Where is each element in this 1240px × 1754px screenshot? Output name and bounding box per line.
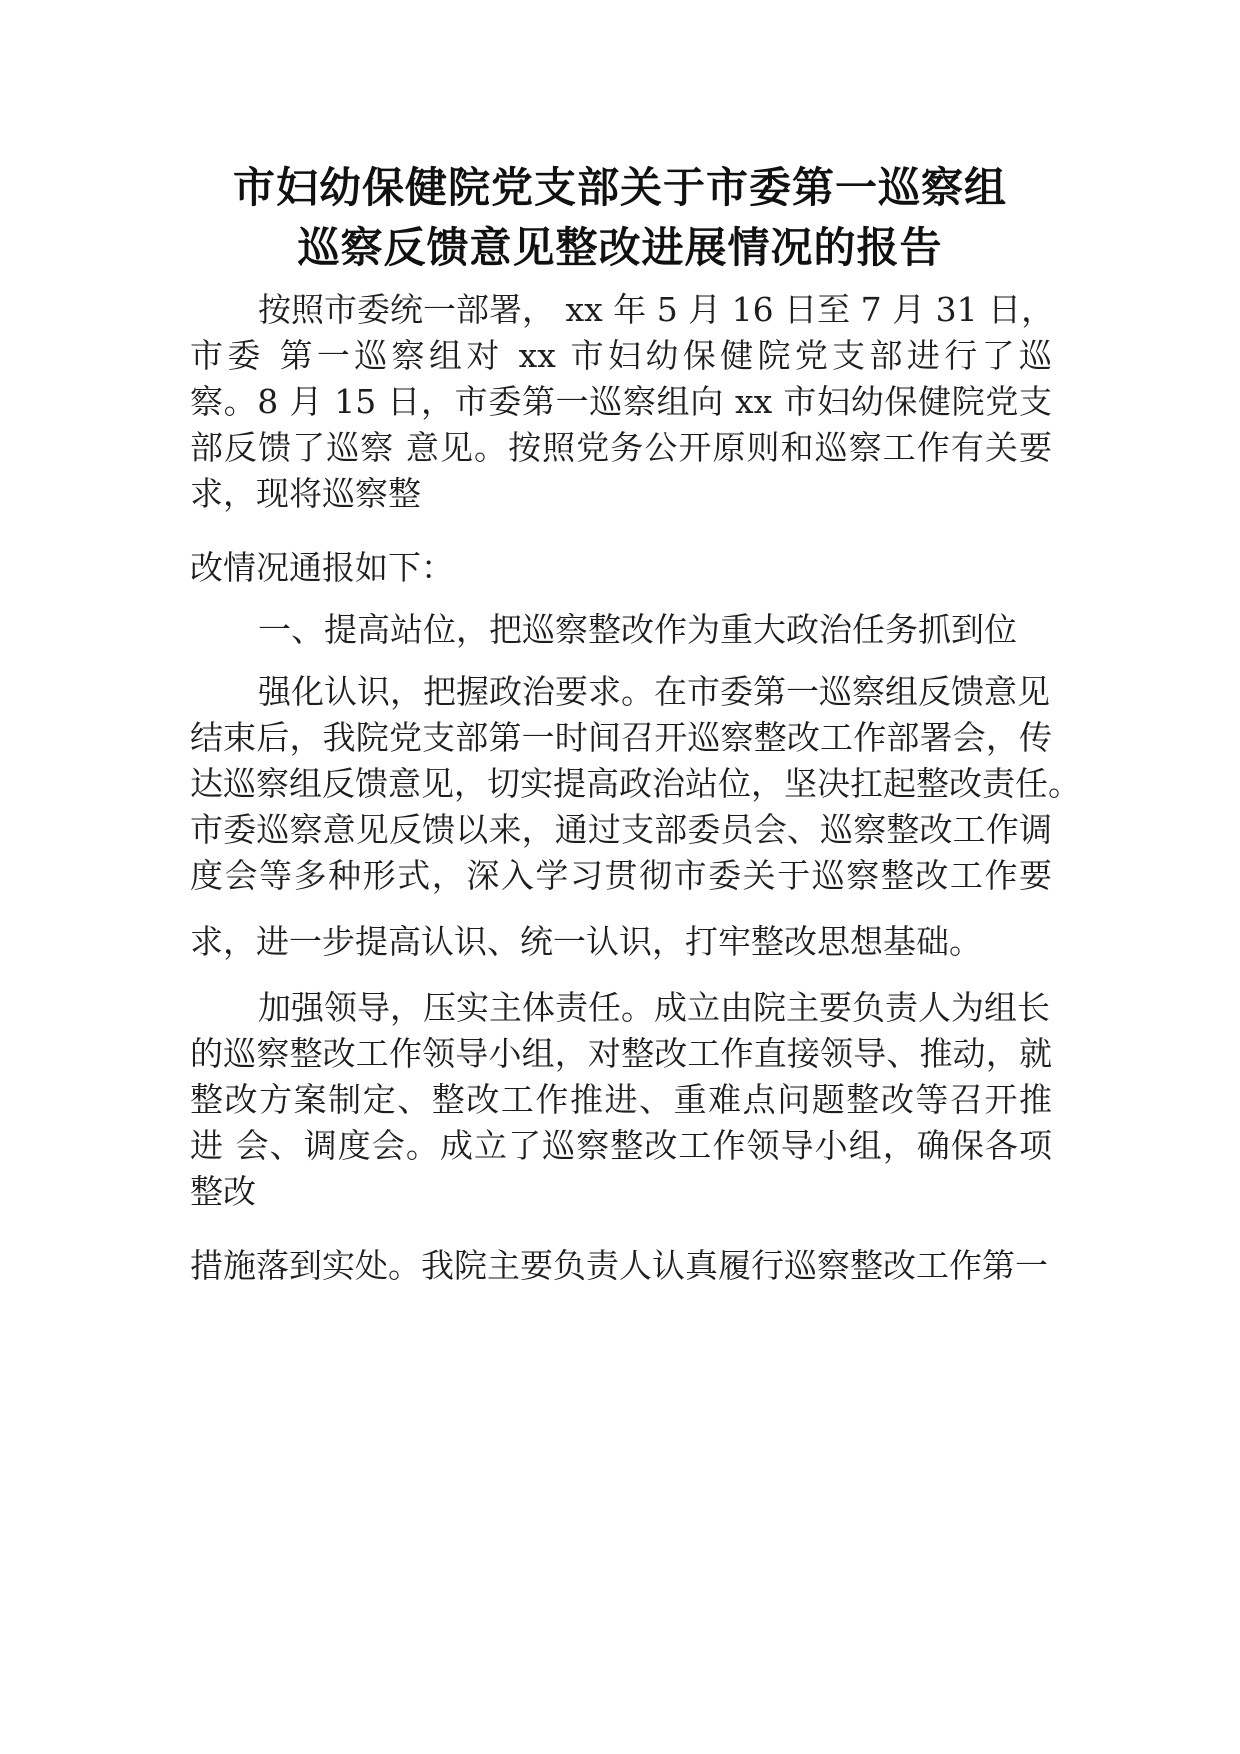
document-title-line-2: 巡察反馈意见整改进展情况的报告 [297,223,943,272]
paragraph-line: 强化认识，把握政治要求。在市委第一巡察组反馈意见 [258,672,1050,711]
section-heading: 一、提高站位，把巡察整改作为重大政治任务抓到位 [258,610,1017,649]
paragraph-line: 按照市委统一部署， xx 年 5 月 16 日至 7 月 31 日， [258,290,1055,329]
paragraph-line: 整改方案制定、整改工作推进、重难点问题整改等召开推 [190,1080,1052,1119]
paragraph-line: 整改 [190,1172,256,1211]
paragraph-line: 结束后，我院党支部第一时间召开巡察整改工作部署会，传 [190,718,1052,757]
paragraph-line: 的巡察整改工作领导小组，对整改工作直接领导、推动，就 [190,1034,1052,1073]
paragraph-line: 市委巡察意见反馈以来，通过支部委员会、巡察整改工作调 [190,810,1052,849]
paragraph-line: 改情况通报如下： [190,548,454,587]
document-title-line-1: 市妇幼保健院党支部关于市委第一巡察组 [232,163,1007,212]
paragraph-line: 求，现将巡察整 [190,474,421,513]
paragraph-line: 进 会、调度会。成立了巡察整改工作领导小组，确保各项 [190,1126,1052,1165]
paragraph-line: 度会等多种形式，深入学习贯彻市委关于巡察整改工作要 [190,856,1052,895]
paragraph-line: 加强领导，压实主体责任。成立由院主要负责人为组长 [258,988,1050,1027]
paragraph-line: 察。8 月 15 日，市委第一巡察组向 xx 市妇幼保健院党支 [190,382,1052,421]
paragraph-line: 部反馈了巡察 意见。按照党务公开原则和巡察工作有关要 [190,428,1052,467]
paragraph-line: 市委 第一巡察组对 xx 市妇幼保健院党支部进行了巡 [190,336,1052,375]
paragraph-line: 措施落到实处。我院主要负责人认真履行巡察整改工作第一 [190,1246,1048,1285]
paragraph-line: 达巡察组反馈意见，切实提高政治站位，坚决扛起整改责任。 [190,764,1081,803]
paragraph-line: 求，进一步提高认识、统一认识，打牢整改思想基础。 [190,922,982,961]
